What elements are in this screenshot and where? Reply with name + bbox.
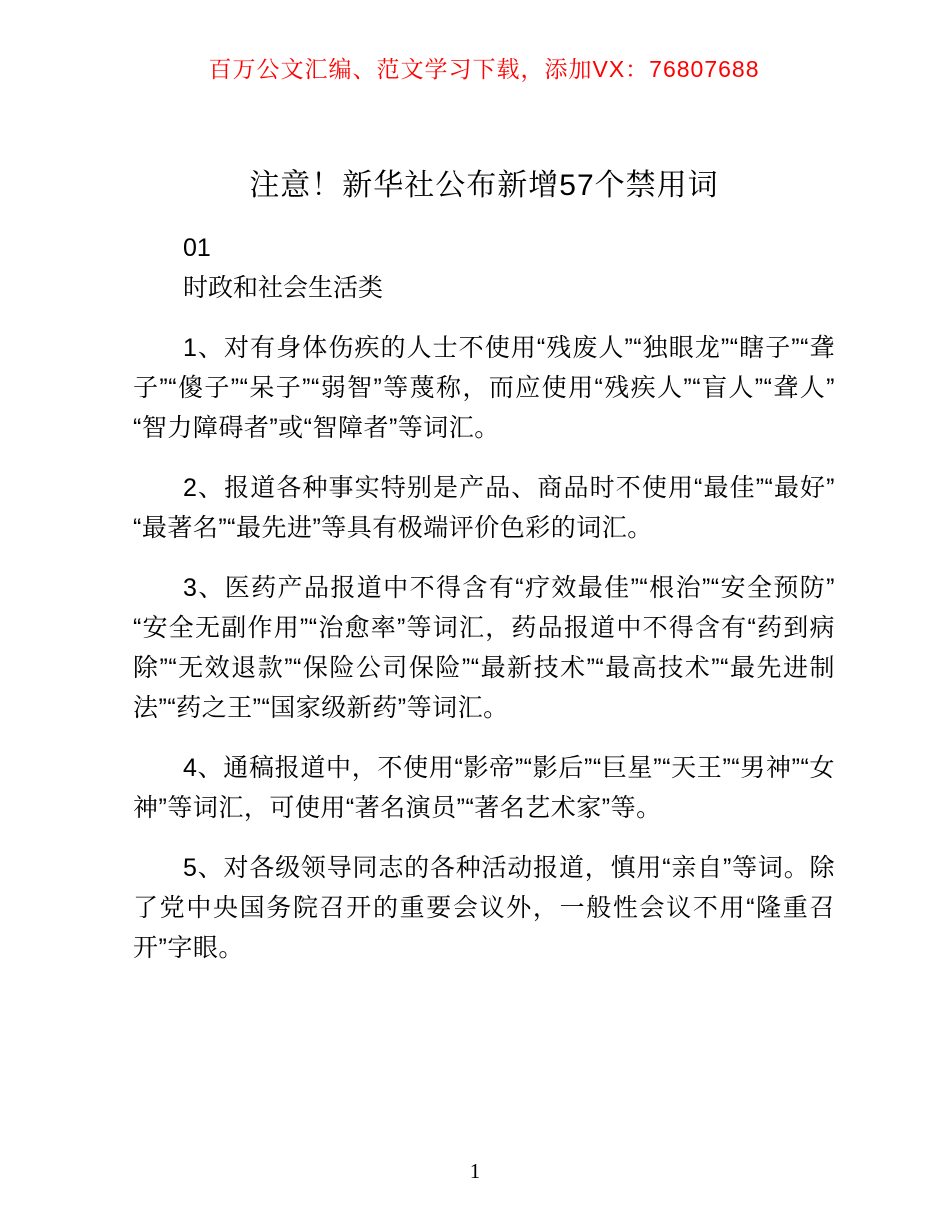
section-number: 01: [183, 234, 211, 262]
paragraph-3: 3、医药产品报道中不得含有“疗效最佳”“根治”“安全预防”“安全无副作用”“治愈率”等词汇，药品报道中不得含有“药到病除”“无效退款”“保险公司保险”“最新技术”“最高技术”“最先进制法”“药之王”“国家级新药”等词汇。: [133, 574, 835, 722]
document-title: 注意！新华社公布新增57个禁用词: [249, 169, 719, 202]
section-heading: 时政和社会生活类: [183, 274, 384, 302]
paragraph-1: 1、对有身体伤疾的人士不使用“残废人”“独眼龙”“瞎子”“聋子”“傻子”“呆子”“弱智”等蔑称，而应使用“残疾人”“盲人”“聋人”“智力障碍者”或“智障者”等词汇。: [133, 334, 835, 442]
paragraph-4: 4、通稿报道中，不使用“影帝”“影后”“巨星”“天王”“男神”“女神”等词汇，可使用“著名演员”“著名艺术家”等。: [133, 754, 835, 822]
page-number: 1: [469, 1159, 481, 1183]
paragraph-5: 5、对各级领导同志的各种活动报道，慎用“亲自”等词。除了党中央国务院召开的重要会议外，一般性会议不用“隆重召开”字眼。: [133, 854, 835, 962]
paragraph-2: 2、报道各种事实特别是产品、商品时不使用“最佳”“最好”“最著名”“最先进”等具有极端评价色彩的词汇。: [133, 474, 835, 542]
promo-banner: 百万公文汇编、范文学习下载，添加VX：76807688: [208, 56, 760, 82]
